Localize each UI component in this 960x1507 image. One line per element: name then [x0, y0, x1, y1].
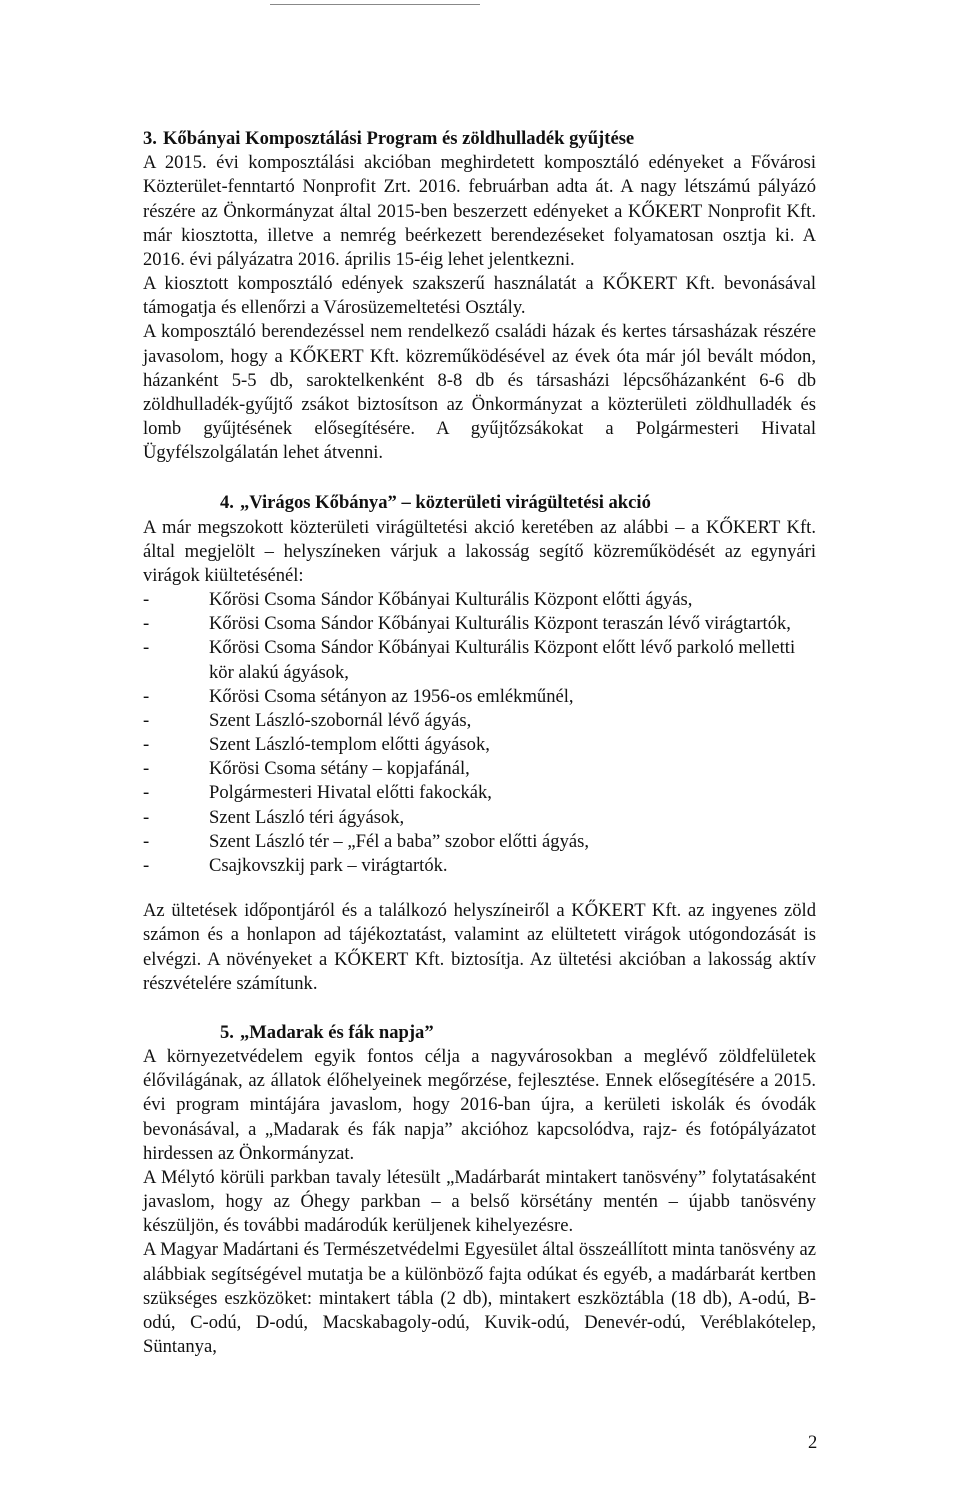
list-item: - Csajkovszkij park – virágtartók.: [143, 854, 816, 878]
section-number: 4.: [220, 492, 234, 514]
list-item: - Kőrösi Csoma Sándor Kőbányai Kulturális Központ előtt lévő parkoló melletti kör alakú ágyások,: [143, 636, 816, 684]
section-heading: [143, 1021, 816, 1045]
paragraph: A Magyar Madártani és Természetvédelmi Egyesület által összeállított minta tanösvény az alábbiak segítségével mutatja be a különböző fajta odúkat és egyéb, a madárbarát kertben szükséges eszközöket: mintakert tábla (2 db), mintakert eszköztábla (18 db), A-odú, B-odú, C-odú, D-odú, Macskabagoly-odú, Kuvik-odú, Denevér-odú, Veréblakótelep, Süntanya,: [143, 1239, 816, 1358]
page-number: 2: [808, 1432, 818, 1453]
section-title: „Madarak és fák napja”: [239, 1021, 434, 1043]
paragraph: A Mélytó körüli parkban tavaly létesült „Madárbarát mintakert tanösvény” folytatásaként javaslom, hogy az Óhegy parkban – a belső körsétány mentén – újabb tanösvény készüljön, és további madárodúk kerüljenek kihelyezésre.: [143, 1166, 816, 1237]
section-title: Kőbányai Komposztálási Program és zöldhulladék gyűjtése: [162, 128, 635, 149]
section-heading: [143, 491, 816, 515]
paragraph: Az ültetések időpontjáról és a találkozó helyszíneiről a KŐKERT Kft. az ingyenes zöld számon és a honlapon ad tájékoztatást, valamint az elültetett virágok utógondozását is elvégzi. A növényeket a KŐKERT Kft. biztosítja. Az ültetési akcióban a lakosság aktív részvételére számítunk.: [143, 900, 816, 994]
section-title: „Virágos Kőbánya” – közterületi virágültetési akció: [239, 492, 651, 514]
list-item: - Kőrösi Csoma sétány – kopjafánál,: [143, 757, 816, 781]
paragraph: A komposztáló berendezéssel nem rendelkező családi házak és kertes társasházak részére javasolom, hogy a KŐKERT Kft. közreműködésével az évek óta már jól bevált módon, házanként 5-5 db, saroktelkenként 8-8 db és társasházi lépcsőházanként 6-6 db zöldhulladék-gyűjtő zsákot biztosítson az Önkormányzat a közterületi zöldhulladék és lomb gyűjtésének elősegítésére. A gyűjtőzsákokat a Polgármesteri Hivatal Ügyfélszolgálatán lehet átvenni.: [143, 321, 816, 464]
section-kobanyai-komposztalasi-program: [143, 127, 816, 465]
section-number: 5.: [220, 1021, 234, 1043]
location-list: [143, 588, 816, 878]
section-heading: [143, 127, 816, 151]
section-viragos-kobanya: [143, 491, 816, 995]
list-item: - Szent László téri ágyások,: [143, 806, 816, 830]
list-item: - Szent László-szobornál lévő ágyás,: [143, 709, 816, 733]
list-item: - Kőrösi Csoma Sándor Kőbányai Kulturális Központ előtti ágyás,: [143, 588, 816, 612]
section-madarak-es-fak-napja: [143, 1021, 816, 1359]
list-item: - Polgármesteri Hivatal előtti fakockák,: [143, 781, 816, 805]
paragraph: A 2015. évi komposztálási akcióban meghirdetett komposztáló edényeket a Fővárosi Közterület-fenntartó Nonprofit Zrt. 2016. februárban adta át. A nagy létszámú pályázó részére az Önkormányzat által 2015-ben beszerzett edényeket a KŐKERT Nonprofit Kft. már kiosztotta, illetve a nemrég beérkezett berendezéseket folyamatosan osztja ki. A 2016. évi pályázatra 2016. április 15-éig lehet jelentkezni.: [143, 152, 816, 270]
section-number: 3.: [143, 128, 157, 149]
list-item: - Szent László-templom előtti ágyások,: [143, 733, 816, 757]
list-item: - Kőrösi Csoma Sándor Kőbányai Kulturális Központ teraszán lévő virágtartók,: [143, 612, 816, 636]
paragraph: A környezetvédelem egyik fontos célja a nagyvárosokban a meglévő zöldfelületek élővilágának, az állatok élőhelyeinek megőrzése, fejlesztése. Ennek elősegítésére a 2015. évi program mintájára javaslom, hogy 2016-ban újra, a kerületi iskolák és óvodák bevonásával, a „Madarak és fák napja” akcióhoz kapcsolódva, rajz- és fotópályázatot hirdessen az Önkormányzat.: [143, 1046, 816, 1164]
paragraph: A kiosztott komposztáló edények szakszerű használatát a KŐKERT Kft. bevonásával támogatja és ellenőrzi a Városüzemeltetési Osztály.: [143, 273, 816, 319]
list-item: - Szent László tér – „Fél a baba” szobor előtti ágyás,: [143, 830, 816, 854]
paragraph: A már megszokott közterületi virágültetési akció keretében az alábbi – a KŐKERT Kft. által megjelölt – helyszíneken várjuk a lakosság segítő közreműködését az egynyári virágok kiültetésénél:: [143, 516, 816, 586]
list-item: - Kőrösi Csoma sétányon az 1956-os emlékműnél,: [143, 685, 816, 709]
